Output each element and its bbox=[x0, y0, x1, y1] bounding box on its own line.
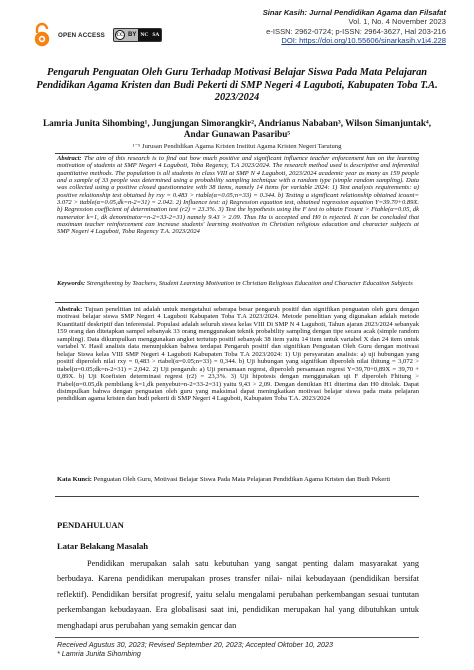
kata-kunci-label: Kata Kunci: bbox=[57, 476, 92, 483]
author-list: Lamria Junita Sihombing¹, Jungjungan Simorangkir², Andrianus Nababan³, Wilson Simanjuntak⁴, Andar Gunawan Pasaribu⁵ bbox=[42, 118, 431, 140]
abstrak-text: Tujuan penelitian ini adalah untuk mengetahui seberapa besar pengaruh positif dan signifikan penguatan oleh guru dengan motivasi belajar siswa SMP Negeri 4 Laguboti Kabupaten Toba T.A 2023/2024. Metode penelitian yang digunakan adalah metode Kuantitatif deskriptif dan inferensial. Populasi adalah seluruh siswa kelas VIII Di SMP N 4 Laguboti, Tahun ajaran 2023/2024 sebanyak 159 orang dan ditetapkan sampel sebanyak 33 orang menggunakan teknik probability sampling dengan tipe secara acak (simple random sampling). Data dikumpulkan menggunakan angket tertutup positif sebanyak 38 item yaitu 14 item untuk variabel X dan 24 item untuk variabel Y. Hasil analisis data menunjukkan bahwa terdapat Pengaruh positif dan signifikan Penguatan Oleh Guru dengan motivasi belajar Siswa kelas VIII SMP Negeri 4 Laguboti Kabupaten Toba T.A 2023/2024: 1) Uji persyaratan analisis: a) uji hubungan yang positif diperoleh nilai rxy = 0,483 > rtabel(α=0.05;n=33) = 0,344. b) Uji hubungan yang signifikan diperoleh nilai thitung = 3,072 > ttabel(α=0.05;dk=n-2=31) = 2,042. 2) Uji pengaruh: a) Uji persamaan regresi, diperoleh persamaan regresi Y=39,70+0,89X = 39,70 + 0,89X. b) Uji Koefisien determinasi regresi (r2) = 23,3%. 3) Uji hipotesis dengan menggunakan uji F diperoleh Fhitung > Ftabel(α=0.05,dk pembilang k=1,dk penyebut=n-2=33-2=31) yaitu 9,43 > 2,09. Dengan demikian H1 diterima dan H0 ditolak. Dapat disimpulkan bahwa dengan penguatan oleh guru yang maksimal dapat meningkatkan motivasi belajar siswa pada mata pelajaran pendidikan agama kristen dan budi pekerti di SMP Negeri 4 Laguboti, Kabupaten Toba T.A. 2023/2024 bbox=[57, 306, 419, 403]
page-footer bbox=[57, 640, 427, 658]
abstrak-indonesian bbox=[57, 306, 419, 403]
journal-title: Sinar Kasih: Jurnal Pendidikan Agama dan Filsafat bbox=[262, 8, 446, 17]
submission-dates: Received Agustus 30, 2023; Revised September 20, 2023; Accepted Oktober 10, 2023 bbox=[57, 640, 333, 649]
doi-link[interactable]: DOI: https://doi.org/10.55606/sinarkasih.v1i4.228 bbox=[281, 36, 446, 46]
cc-nc-label: NC bbox=[138, 29, 150, 41]
article-title: Pengaruh Penguatan Oleh Guru Terhadap Motivasi Belajar Siswa Pada Mata Pelajaran Pendidikan Agama Kristen dan Budi Pekerti di SMP Negeri 4 Laguboti, Kabupaten Toba T.A. 2023/2024 bbox=[36, 67, 438, 104]
abstract-text: The aim of this research is to find out how much positive and significant influence teacher enforcement has on the learning motivation of students at SMP Negeri 4 Laguboti, Toba Regency, T.A 2023/2024. The research method used is descriptive and inferential quantitative methods. The population is all students in class VIII at SMP N 4 Laguboti, 2023/2024 academic year as many as 159 people and a sample of 33 people was determined using a probability sampling technique with a random type (simple random sampling). Data was collected using a positive closed questionnaire with 38 items, namely 14 items for variable 2024: 1) Test analysis requirements: a) positive relationship test obtained by rxy = 0.483 > rtable(α=0.05;n=33) = 0.344. b) Testing a significant relationship obtained tcount= 3.072 > ttable(α=0.05,dk=n-2=31) = 2.042. 2) Influence test: a) Regression equation test, obtained regression equation Y=39.70+0.89X. b) Regression coefficient of determination test (r2) = 23.3%. 3) Test the hypothesis using the F test to obtain Fcount > Ftable(α=0.05, dk numerator k=1, dk denominator=n-2=33-2=31) namely 9.43 > 2.09. Thus Ha is accepted and H0 is rejected. It can be concluded that maximum teacher reinforcement can increase students' learning motivation in Christian religious education and character subjects at SMP Negeri 4 Laguboti, Toba Regency T.A. 2023/2024 bbox=[57, 155, 419, 236]
journal-header bbox=[0, 0, 474, 62]
keywords-text: Strengthening by Teachers, Student Learning Motivation in Christian Religious Education and Character Education Subjects bbox=[86, 280, 413, 287]
keywords-label: Keywords: bbox=[57, 280, 86, 287]
subsection-heading: Latar Belakang Masalah bbox=[57, 541, 149, 551]
abstract-bottom-rule bbox=[55, 496, 419, 497]
corresponding-author: * Lamria Junita Sihombing bbox=[57, 649, 141, 659]
logo-area bbox=[30, 22, 162, 48]
abstract-english bbox=[57, 155, 419, 236]
abstrak-top-rule bbox=[55, 302, 419, 303]
journal-meta bbox=[263, 8, 446, 46]
author-affiliation: ¹⁻⁵ Jurusan Pendidikan Agama Kristen Institut Agama Kristen Negeri Tarutung bbox=[132, 143, 342, 150]
footer-rule bbox=[55, 637, 419, 638]
creative-commons-license-badge bbox=[113, 28, 162, 42]
cc-icon: CC bbox=[115, 30, 125, 40]
kata-kunci-indonesian bbox=[57, 476, 419, 484]
abstrak-label: Abstrak: bbox=[57, 306, 83, 313]
section-heading: PENDAHULUAN bbox=[57, 520, 124, 530]
cc-by-label: BY bbox=[128, 32, 137, 38]
volume-line: Vol. 1, No. 4 November 2023 bbox=[348, 17, 446, 27]
open-access-lock-icon bbox=[30, 22, 54, 48]
kata-kunci-text: Penguatan Oleh Guru, Motivasi Belajar Siswa Pada Mata Pelajaran Pendidikan Agama Kristen dan Budi Pekerti bbox=[93, 476, 391, 483]
body-paragraph: Pendidikan merupakan salah satu kebutuhan yang sangat penting dalam masyarakat yang berbudaya. Karena pendidikan merupakan proses transfer nilai- nilai kebudayaan (pendidikan bersifat reflektif). Pendidikan bersifat progresif, yaitu selalu mengalami perubahan perkembangan sesuai tuntutan perkembangan kebudayaan. Era globalisasi saat ini, pendidikan merupakan hal yang dibutuhkan untuk menghadapi arus perubahan yang semakin gencar dan bbox=[57, 559, 419, 630]
cc-sa-label: SA bbox=[150, 29, 161, 41]
keywords-english bbox=[57, 280, 419, 287]
open-access-label: OPEN ACCESS bbox=[58, 31, 106, 39]
abstract-top-rule bbox=[55, 153, 419, 154]
abstract-label: Abstract: bbox=[57, 155, 82, 162]
issn-line: e-ISSN: 2962-0724; p-ISSN: 2964-3627, Hal 203-216 bbox=[266, 26, 446, 36]
